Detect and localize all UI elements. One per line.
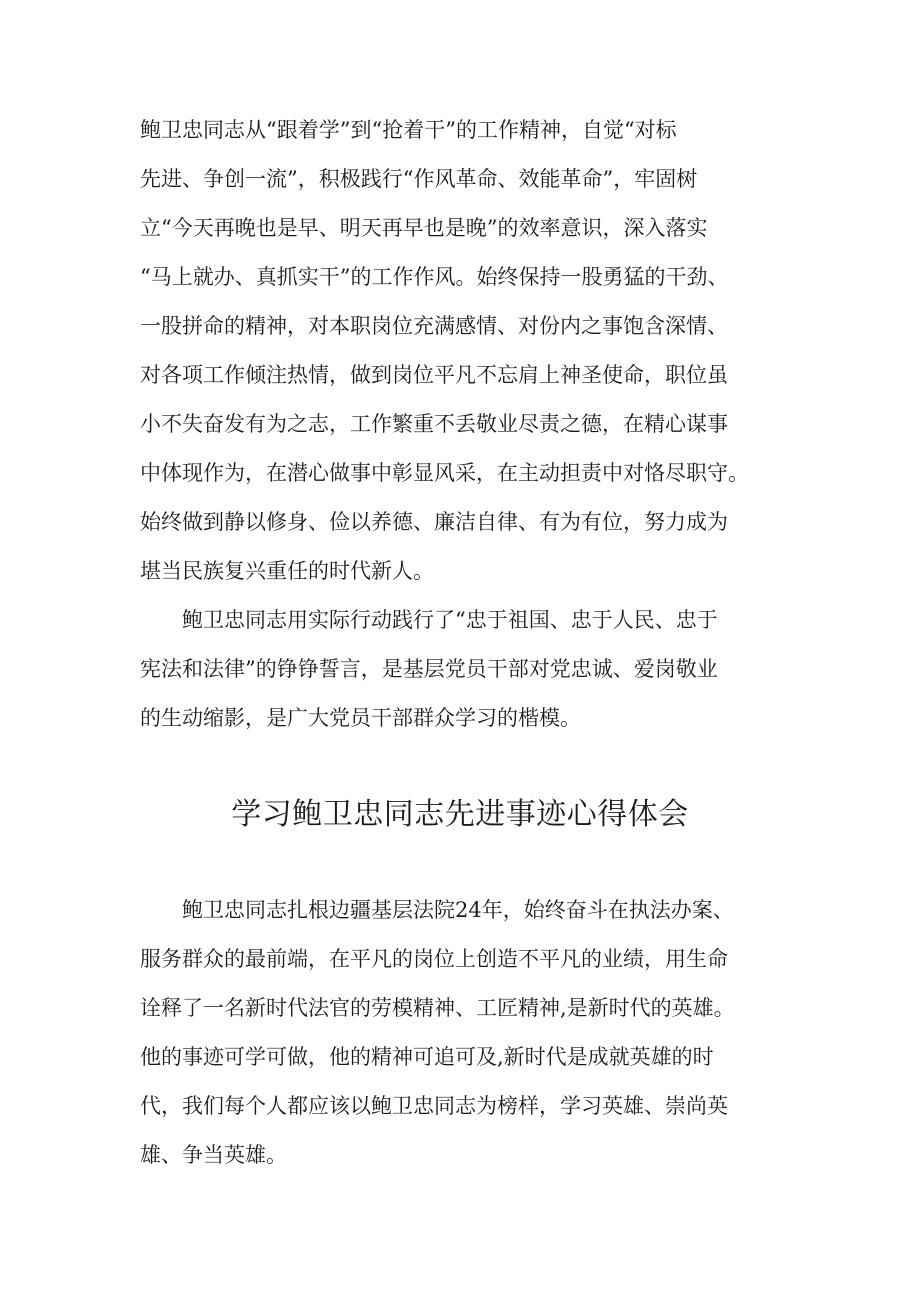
paragraph-line: 对各项工作倾注热情，做到岗位平凡不忘肩上神圣使命，职位虽 — [140, 363, 728, 387]
paragraph-line: 一股拼命的精神，对本职岗位充满感情、对份内之事饱含深情、 — [140, 314, 728, 338]
paragraph-line: 服务群众的最前端，在平凡的岗位上创造不平凡的业绩，用生命 — [140, 947, 728, 971]
paragraph-line: 代，我们每个人都应该以鲍卫忠同志为榜样，学习英雄、崇尚英 — [140, 1094, 728, 1118]
paragraph-line: 鲍卫忠同志扎根边疆基层法院24年，始终奋斗在执法办案、 — [140, 898, 734, 922]
paragraph-line: 中体现作为，在潜心做事中彰显风采，在主动担责中对恪尽职守。 — [140, 461, 749, 485]
paragraph-line: 的生动缩影，是广大党员干部群众学习的楷模。 — [140, 706, 581, 730]
article-heading: 学习鲍卫忠同志先进事迹心得体会 — [231, 797, 689, 832]
paragraph-line: “马上就办、真抓实干”的工作作风。始终保持一股勇猛的干劲、 — [140, 265, 729, 289]
paragraph-line: 雄、争当英雄。 — [140, 1143, 287, 1167]
paragraph-line: 始终做到静以修身、俭以养德、廉洁自律、有为有位，努力成为 — [140, 510, 728, 534]
paragraph-line: 堪当民族复兴重任的时代新人。 — [140, 559, 434, 583]
paragraph-line: 他的事迹可学可做，他的精神可追可及,新时代是成就英雄的时 — [140, 1045, 714, 1069]
paragraph-line: 鲍卫忠同志从“跟着学”到“抢着干”的工作精神，自觉“对标 — [140, 118, 677, 142]
paragraph-line: 小不失奋发有为之志，工作繁重不丢敬业尽责之德，在精心谋事 — [140, 412, 728, 436]
paragraph-line: 诠释了一名新时代法官的劳模精神、工匠精神,是新时代的英雄。 — [140, 996, 735, 1020]
paragraph-line: 先进、争创一流”，积极践行“作风革命、效能革命”，牢固树 — [140, 167, 698, 191]
paragraph-line: 鲍卫忠同志用实际行动践行了“忠于祖国、忠于人民、忠于 — [140, 608, 718, 632]
paragraph-line: 宪法和法律”的铮铮誓言，是基层党员干部对党忠诚、爱岗敬业 — [140, 657, 718, 681]
paragraph-line: 立“今天再晚也是早、明天再早也是晚”的效率意识，深入落实 — [140, 216, 708, 240]
